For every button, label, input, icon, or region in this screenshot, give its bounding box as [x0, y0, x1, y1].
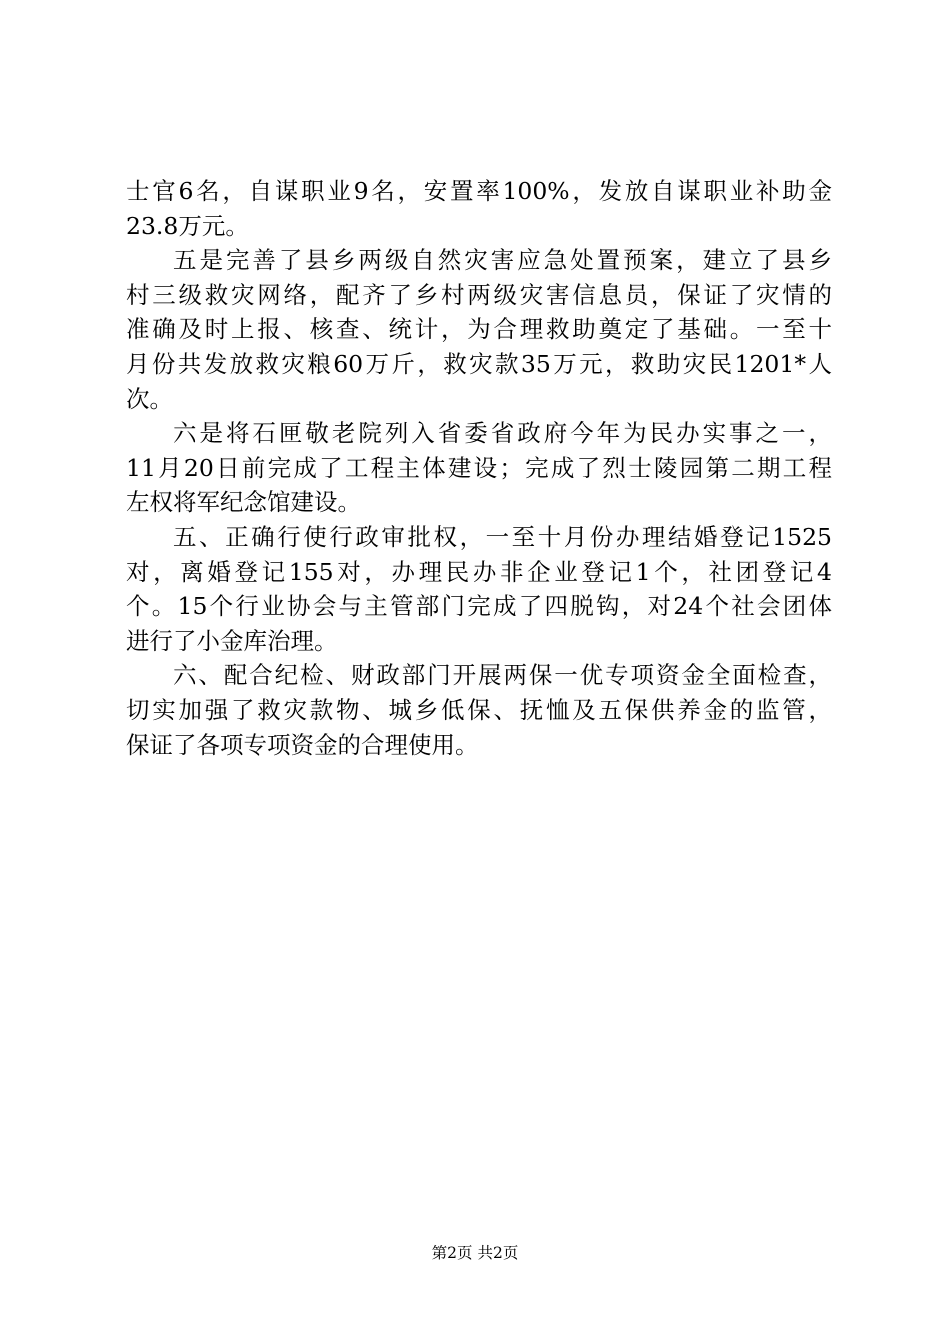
text-line: 左权将军纪念馆建设。 — [126, 488, 361, 517]
page-number-label: 第2页 共2页 — [431, 1244, 519, 1262]
page-footer — [0, 1242, 950, 1264]
document-body — [126, 174, 832, 762]
text-line: 士官6名，自谋职业9名，安置率100%，发放自谋职业补助金 — [126, 177, 832, 205]
text-line: 六、配合纪检、财政部门开展两保一优专项资金全面检查， — [173, 661, 832, 690]
text-line: 五是完善了县乡两级自然灾害应急处置预案，建立了县乡 — [173, 246, 832, 275]
text-line: 23.8万元。 — [126, 211, 249, 240]
text-line: 次。 — [126, 384, 173, 413]
text-line: 月份共发放救灾粮60万斤，救灾款35万元，救助灾民1201*人 — [126, 349, 832, 378]
text-line: 11月20日前完成了工程主体建设；完成了烈士陵园第二期工程 — [126, 453, 832, 482]
paragraph-2 — [126, 243, 832, 416]
text-line: 村三级救灾网络，配齐了乡村两级灾害信息员，保证了灾情的 — [126, 280, 832, 309]
paragraph-1 — [126, 174, 832, 243]
text-line: 个。15个行业协会与主管部门完成了四脱钩，对24个社会团体 — [126, 592, 832, 621]
text-line: 进行了小金库治理。 — [126, 626, 338, 655]
text-line: 对，离婚登记155对，办理民办非企业登记1个，社团登记4 — [126, 557, 832, 586]
text-line: 准确及时上报、核查、统计，为合理救助奠定了基础。一至十 — [126, 315, 832, 344]
paragraph-5 — [126, 658, 832, 762]
paragraph-3 — [126, 416, 832, 520]
text-line: 六是将石匣敬老院列入省委省政府今年为民办实事之一， — [173, 419, 832, 448]
text-line: 保证了各项专项资金的合理使用。 — [126, 730, 479, 759]
text-line: 切实加强了救灾款物、城乡低保、抚恤及五保供养金的监管， — [126, 695, 832, 724]
paragraph-4 — [126, 520, 832, 658]
text-line: 五、正确行使行政审批权，一至十月份办理结婚登记1525 — [173, 522, 832, 551]
